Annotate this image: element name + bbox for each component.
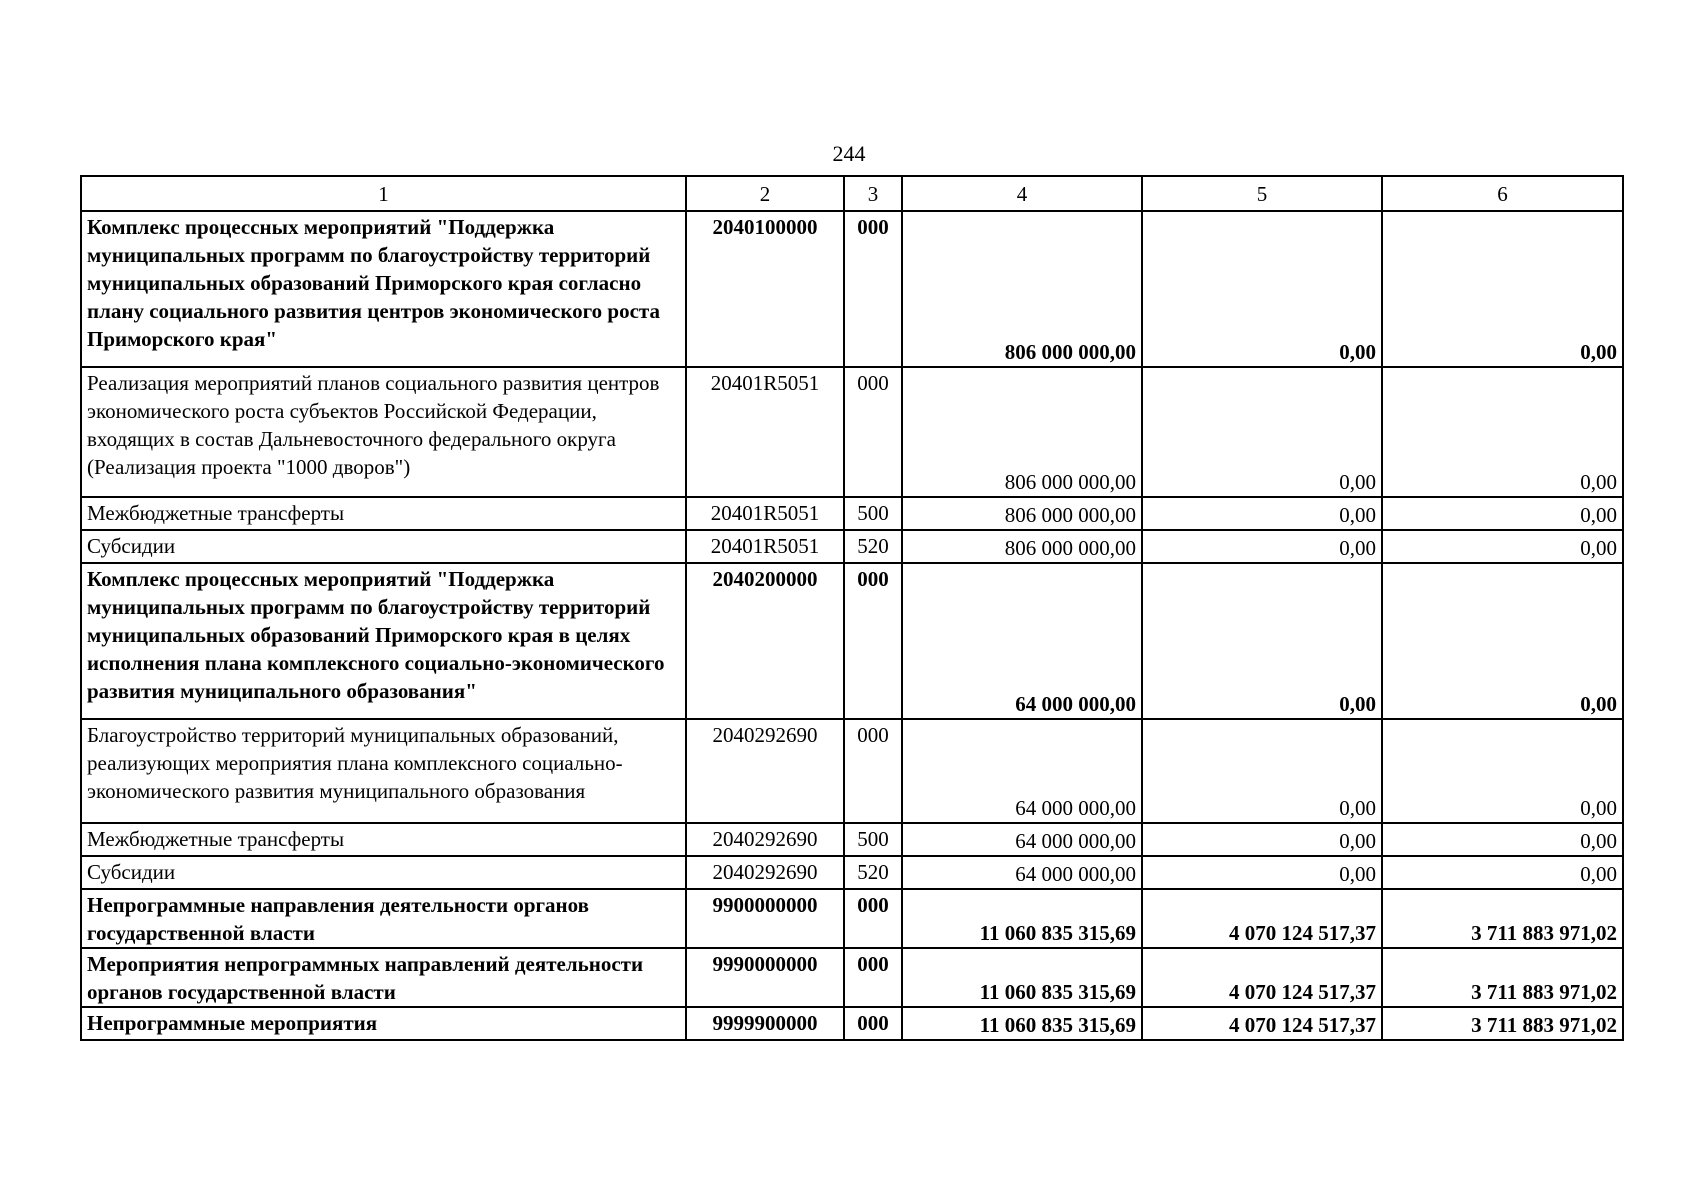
table-row: [81, 856, 1623, 889]
row-value-4: 64 000 000,00: [902, 823, 1142, 856]
row-value-6: 0,00: [1382, 719, 1623, 823]
budget-table: [80, 175, 1624, 1041]
row-value-5: 0,00: [1142, 823, 1382, 856]
row-value-5: 0,00: [1142, 497, 1382, 530]
row-name: Субсидии: [81, 856, 686, 889]
row-kvr: 000: [844, 948, 902, 1007]
row-value-4: 64 000 000,00: [902, 719, 1142, 823]
column-header-6: 6: [1382, 176, 1623, 211]
column-header-row: [81, 176, 1623, 211]
row-value-5: 4 070 124 517,37: [1142, 1007, 1382, 1040]
row-value-5: 0,00: [1142, 211, 1382, 367]
row-value-4: 806 000 000,00: [902, 497, 1142, 530]
row-value-5: 4 070 124 517,37: [1142, 889, 1382, 948]
row-value-5: 0,00: [1142, 719, 1382, 823]
row-value-4: 806 000 000,00: [902, 530, 1142, 563]
row-code: 9990000000: [686, 948, 844, 1007]
page-number: 244: [832, 141, 866, 166]
row-name: Комплекс процессных мероприятий "Поддержка муниципальных программ по благоустройству территорий муниципальных образований Приморского края согласно плану социального развития центров экономического роста Приморского края": [81, 211, 686, 367]
row-value-5: 0,00: [1142, 563, 1382, 719]
row-value-4: 806 000 000,00: [902, 211, 1142, 367]
row-code: 20401R5051: [686, 497, 844, 530]
row-name: Непрограммные мероприятия: [81, 1007, 686, 1040]
row-code: 20401R5051: [686, 367, 844, 497]
row-value-5: 0,00: [1142, 367, 1382, 497]
table-row: [81, 211, 1623, 367]
row-value-4: 64 000 000,00: [902, 563, 1142, 719]
row-code: 20401R5051: [686, 530, 844, 563]
row-value-6: 0,00: [1382, 530, 1623, 563]
row-value-6: 0,00: [1382, 497, 1623, 530]
row-value-5: 0,00: [1142, 530, 1382, 563]
row-name: Комплекс процессных мероприятий "Поддержка муниципальных программ по благоустройству территорий муниципальных образований Приморского края в целях исполнения плана комплексного социально-экономического развития муниципального образования": [81, 563, 686, 719]
row-value-4: 806 000 000,00: [902, 367, 1142, 497]
row-value-4: 64 000 000,00: [902, 856, 1142, 889]
row-kvr: 000: [844, 367, 902, 497]
row-value-6: 0,00: [1382, 211, 1623, 367]
row-code: 2040200000: [686, 563, 844, 719]
table-row: [81, 889, 1623, 948]
table-row: [81, 530, 1623, 563]
table-row: [81, 719, 1623, 823]
row-kvr: 000: [844, 1007, 902, 1040]
column-header-3: 3: [844, 176, 902, 211]
row-value-5: 4 070 124 517,37: [1142, 948, 1382, 1007]
row-kvr: 520: [844, 856, 902, 889]
row-kvr: 500: [844, 823, 902, 856]
row-name: Благоустройство территорий муниципальных образований, реализующих мероприятия плана комплексного социально-экономического развития муниципального образования: [81, 719, 686, 823]
row-code: 2040292690: [686, 823, 844, 856]
row-code: 2040292690: [686, 719, 844, 823]
row-value-6: 3 711 883 971,02: [1382, 1007, 1623, 1040]
row-code: 2040292690: [686, 856, 844, 889]
table-row: [81, 1007, 1623, 1040]
row-value-4: 11 060 835 315,69: [902, 948, 1142, 1007]
column-header-4: 4: [902, 176, 1142, 211]
row-code: 2040100000: [686, 211, 844, 367]
row-kvr: 000: [844, 719, 902, 823]
row-kvr: 500: [844, 497, 902, 530]
table-row: [81, 563, 1623, 719]
row-name: Мероприятия непрограммных направлений деятельности органов государственной власти: [81, 948, 686, 1007]
row-kvr: 000: [844, 211, 902, 367]
table-row: [81, 497, 1623, 530]
row-code: 9999900000: [686, 1007, 844, 1040]
table-row: [81, 948, 1623, 1007]
table-row: [81, 367, 1623, 497]
table-body: [81, 176, 1623, 1040]
row-name: Непрограммные направления деятельности органов государственной власти: [81, 889, 686, 948]
row-kvr: 520: [844, 530, 902, 563]
row-value-6: 3 711 883 971,02: [1382, 948, 1623, 1007]
row-value-6: 3 711 883 971,02: [1382, 889, 1623, 948]
column-header-2: 2: [686, 176, 844, 211]
row-code: 9900000000: [686, 889, 844, 948]
row-value-6: 0,00: [1382, 823, 1623, 856]
row-value-6: 0,00: [1382, 563, 1623, 719]
row-kvr: 000: [844, 889, 902, 948]
row-name: Реализация мероприятий планов социального развития центров экономического роста субъектов Российской Федерации, входящих в состав Дальневосточного федерального округа (Реализация проекта "1000 дворов"): [81, 367, 686, 497]
row-name: Межбюджетные трансферты: [81, 497, 686, 530]
row-value-6: 0,00: [1382, 367, 1623, 497]
row-value-4: 11 060 835 315,69: [902, 1007, 1142, 1040]
row-name: Субсидии: [81, 530, 686, 563]
row-value-4: 11 060 835 315,69: [902, 889, 1142, 948]
table-row: [81, 823, 1623, 856]
column-header-5: 5: [1142, 176, 1382, 211]
row-value-5: 0,00: [1142, 856, 1382, 889]
row-kvr: 000: [844, 563, 902, 719]
column-header-1: 1: [81, 176, 686, 211]
row-name: Межбюджетные трансферты: [81, 823, 686, 856]
row-value-6: 0,00: [1382, 856, 1623, 889]
